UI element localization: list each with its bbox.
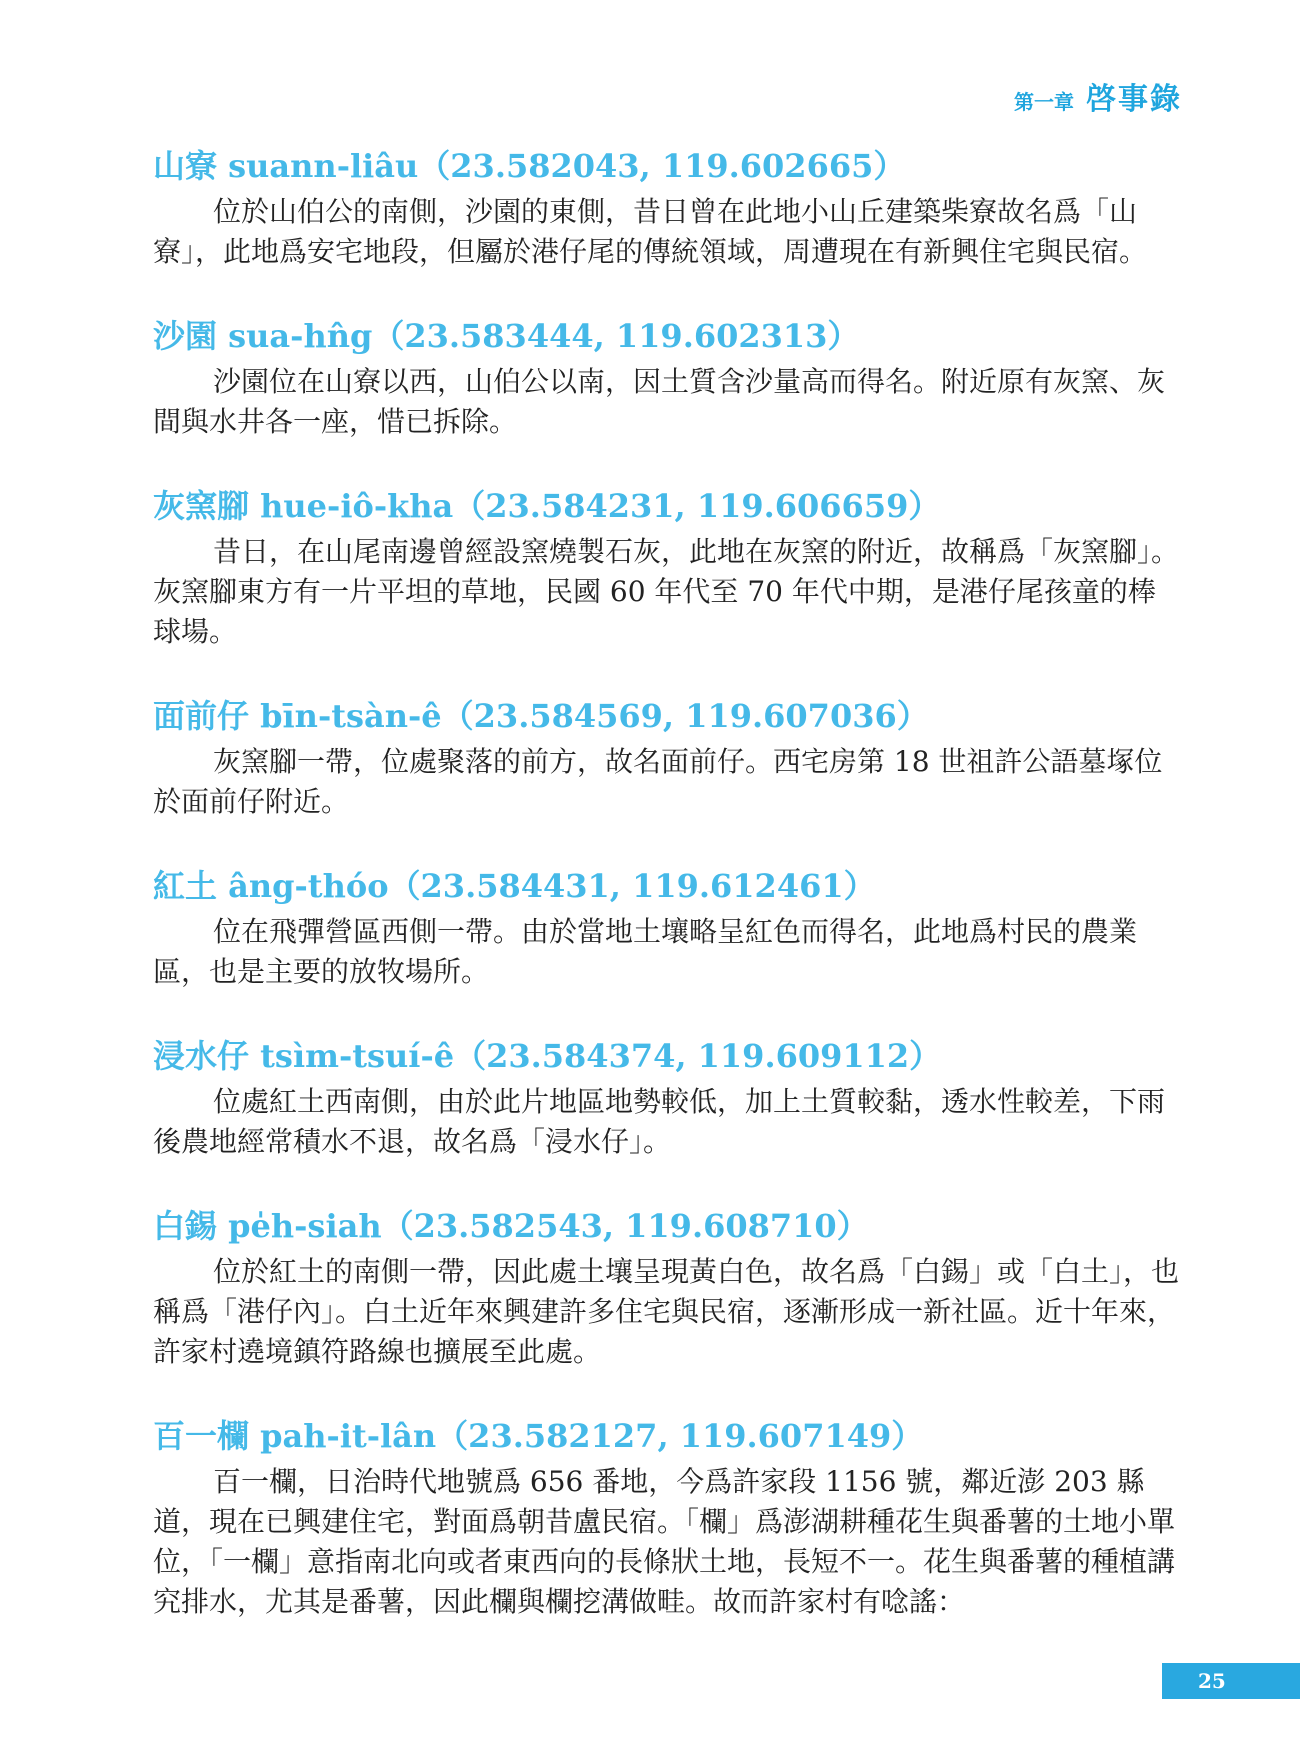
entry-body: 位在飛彈營區西側一帶。由於當地土壤略呈紅色而得名，此地爲村民的農業區，也是主要的放牧場所。 (153, 915, 1138, 988)
running-header (1014, 74, 1182, 118)
entry-huiyaojiao (153, 480, 1183, 652)
entry-mianqianzai (153, 690, 1183, 822)
entry-body: 沙園位在山寮以西，山伯公以南，因土質含沙量高而得名。附近原有灰窯、灰間與水井各一座，惜已拆除。 (153, 365, 1166, 438)
entry-baiyilan (153, 1410, 1183, 1622)
chapter-title: 啓事錄 (1086, 82, 1182, 117)
page-number: 25 (1162, 1663, 1300, 1699)
entry-body: 位處紅土西南側，由於此片地區地勢較低，加上土質較黏，透水性較差，下雨後農地經常積水不退，故名爲「浸水仔」。 (153, 1085, 1166, 1158)
page-content (153, 140, 1183, 1622)
entry-body: 位於山伯公的南側，沙園的東側，昔日曾在此地小山丘建築柴寮故名爲「山寮」，此地爲安宅地段，但屬於港仔尾的傳統領域，周遭現在有新興住宅與民宿。 (153, 195, 1148, 268)
entry-shanliao (153, 140, 1183, 272)
entry-heading: 灰窯腳 hue-iô-kha（23.584231, 119.606659） (153, 487, 941, 525)
entry-heading: 沙園 sua-hn̂g（23.583444, 119.602313） (153, 317, 860, 355)
entry-heading: 浸水仔 tsìm-tsuí-ê（23.584374, 119.609112） (153, 1037, 942, 1075)
chapter-label: 第一章 (1014, 90, 1074, 114)
entry-baixi (153, 1200, 1183, 1372)
entry-heading: 白錫 pe̍h-siah（23.582543, 119.608710） (153, 1207, 869, 1245)
entry-heading: 山寮 suann-liâu（23.582043, 119.602665） (153, 147, 906, 185)
entry-body: 灰窯腳一帶，位處聚落的前方，故名面前仔。西宅房第 18 世祖許公語墓塚位於面前仔附近。 (153, 745, 1163, 818)
entry-body: 位於紅土的南側一帶，因此處土壤呈現黃白色，故名爲「白錫」或「白土」，也稱爲「港仔內」。白土近年來興建許多住宅與民宿，逐漸形成一新社區。近十年來，許家村遶境鎮符路線也擴展至此處。 (153, 1255, 1180, 1368)
entry-body: 昔日，在山尾南邊曾經設窯燒製石灰，此地在灰窯的附近，故稱爲「灰窯腳」。灰窯腳東方有一片平坦的草地，民國 60 年代至 70 年代中期，是港仔尾孩童的棒球場。 (153, 535, 1180, 648)
entry-heading: 百一欄 pah-it-lân（23.582127, 119.607149） (153, 1417, 924, 1455)
entry-heading: 面前仔 bīn-tsàn-ê（23.584569, 119.607036） (153, 697, 929, 735)
entry-heading: 紅土 âng-thóo（23.584431, 119.612461） (153, 867, 876, 905)
entry-shayuan (153, 310, 1183, 442)
entry-jinshuizai (153, 1030, 1183, 1162)
entry-body: 百一欄，日治時代地號爲 656 番地，今爲許家段 1156 號，鄰近澎 203 縣道，現在已興建住宅，對面爲朝昔盧民宿。「欄」爲澎湖耕種花生與番薯的土地小單位，「一欄」意指南北向或者東西向的長條狀土地，長短不一。花生與番薯的種植講究排水，尤其是番薯，因此欄與欄挖溝做畦。故而許家村有唸謠： (153, 1465, 1176, 1618)
entry-hongtu (153, 860, 1183, 992)
